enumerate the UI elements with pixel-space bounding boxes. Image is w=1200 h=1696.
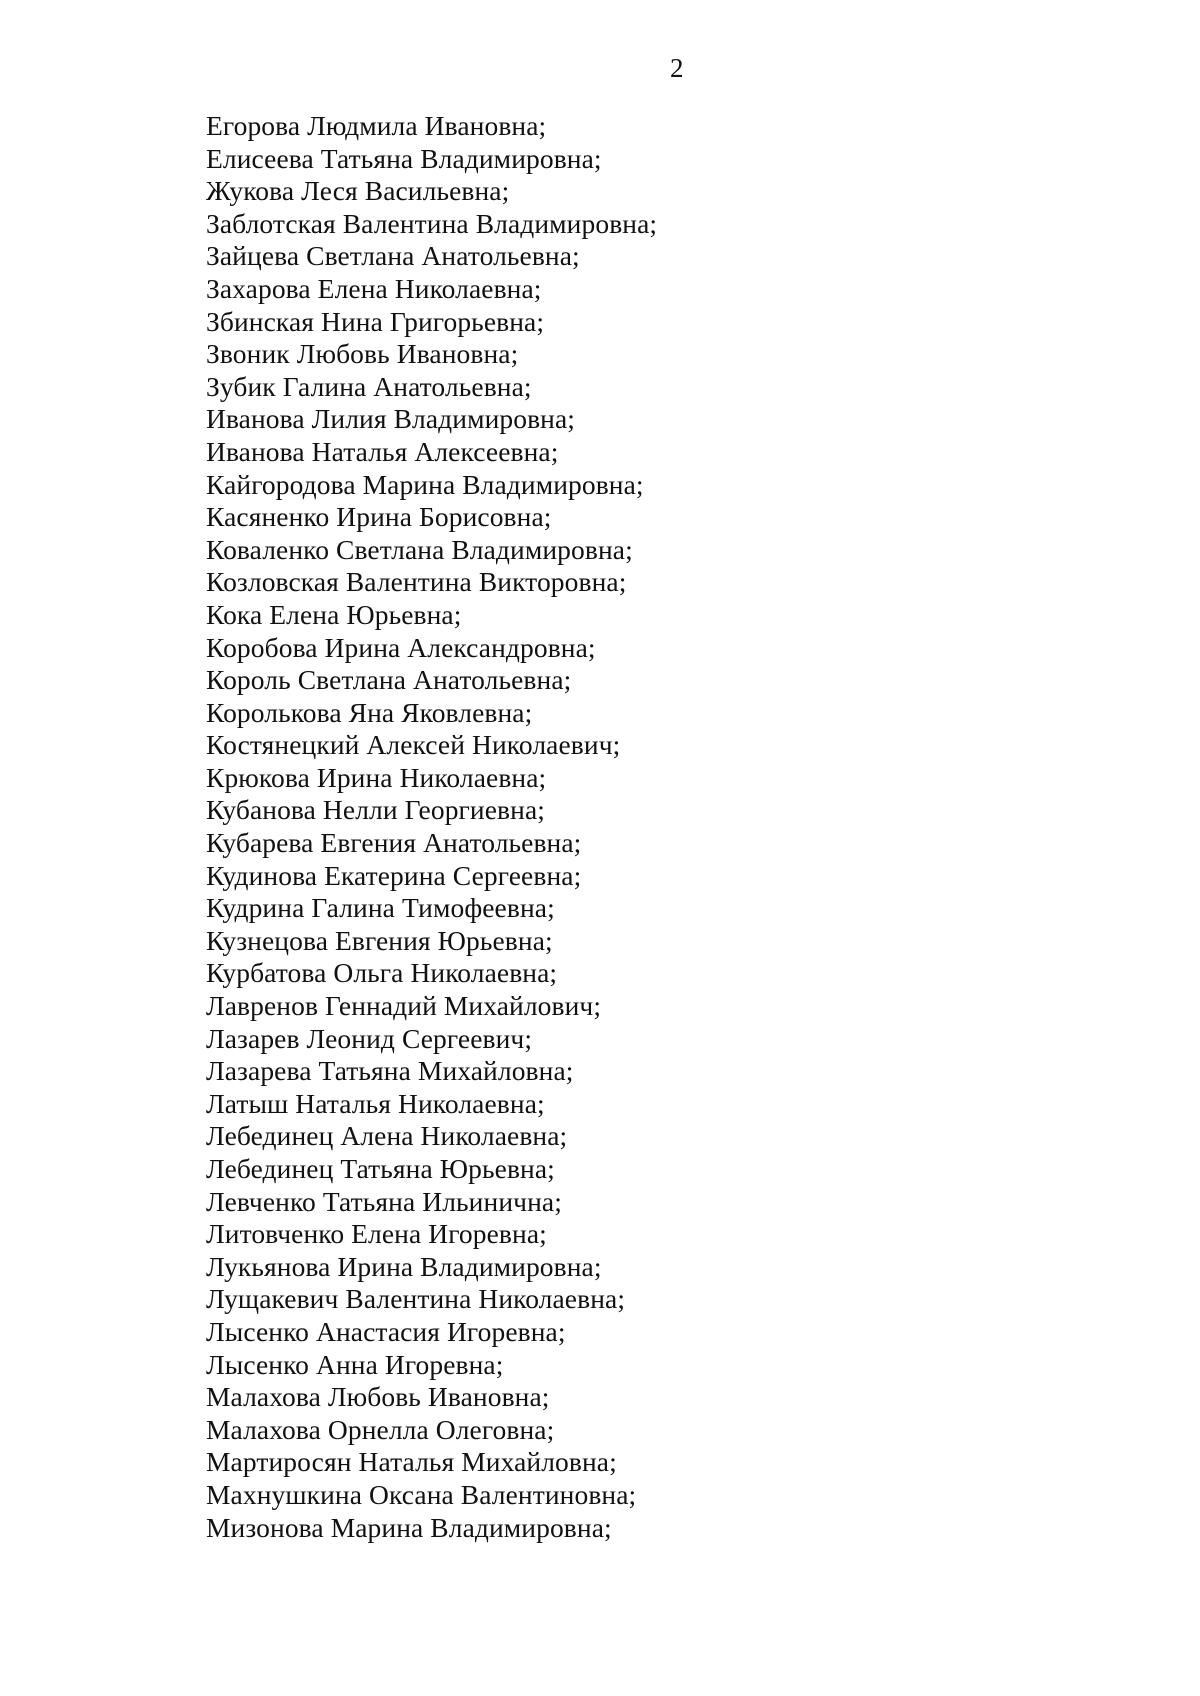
page-number: 2: [670, 53, 684, 83]
list-item: Лавренов Геннадий Михайлович;: [206, 990, 602, 1022]
list-item: Мартиросян Наталья Михайловна;: [206, 1446, 617, 1478]
list-item: Кудинова Екатерина Сергеевна;: [206, 859, 582, 891]
list-item: Кока Елена Юрьевна;: [206, 598, 462, 630]
list-item: Збинская Нина Григорьевна;: [206, 305, 545, 337]
list-item: Король Светлана Анатольевна;: [206, 664, 572, 696]
list-item: Лукьянова Ирина Владимировна;: [206, 1250, 602, 1282]
list-item: Малахова Орнелла Олеговна;: [206, 1413, 555, 1445]
list-item: Лазарева Татьяна Михайловна;: [206, 1055, 574, 1087]
list-item: Иванова Наталья Алексеевна;: [206, 435, 559, 467]
list-item: Кузнецова Евгения Юрьевна;: [206, 924, 553, 956]
list-item: Лазарев Леонид Сергеевич;: [206, 1022, 533, 1054]
list-item: Лысенко Анастасия Игоревна;: [206, 1315, 566, 1347]
list-item: Егорова Людмила Ивановна;: [206, 110, 547, 141]
list-item: Заблотская Валентина Владимировна;: [206, 207, 658, 239]
list-item: Козловская Валентина Викторовна;: [206, 566, 627, 598]
list-item: Королькова Яна Яковлевна;: [206, 696, 533, 728]
list-item: Лущакевич Валентина Николаевна;: [206, 1283, 626, 1315]
list-item: Лебединец Алена Николаевна;: [206, 1120, 568, 1152]
list-item: Кубарева Евгения Анатольевна;: [206, 827, 582, 859]
list-item: Касяненко Ирина Борисовна;: [206, 501, 552, 533]
list-item: Жукова Леся Васильевна;: [206, 175, 510, 207]
name-list: [206, 110, 657, 1544]
list-item: Костянецкий Алексей Николаевич;: [206, 729, 621, 761]
list-item: Захарова Елена Николаевна;: [206, 272, 542, 304]
list-item: Лысенко Анна Игоревна;: [206, 1348, 504, 1380]
list-item: Кудрина Галина Тимофеевна;: [206, 892, 555, 924]
list-item: Зайцева Светлана Анатольевна;: [206, 240, 580, 272]
list-item: Латыш Наталья Николаевна;: [206, 1087, 545, 1119]
list-item: Кайгородова Марина Владимировна;: [206, 468, 644, 500]
list-item: Крюкова Ирина Николаевна;: [206, 761, 547, 793]
list-item: Курбатова Ольга Николаевна;: [206, 957, 558, 989]
list-item: Мизонова Марина Владимировна;: [206, 1511, 612, 1543]
list-item: Малахова Любовь Ивановна;: [206, 1381, 550, 1413]
list-item: Левченко Татьяна Ильинична;: [206, 1185, 562, 1217]
list-item: Литовченко Елена Игоревна;: [206, 1218, 547, 1250]
list-item: Коваленко Светлана Владимировна;: [206, 533, 633, 565]
list-item: Лебединец Татьяна Юрьевна;: [206, 1153, 555, 1184]
list-item: Звоник Любовь Ивановна;: [206, 338, 519, 370]
list-item: Кубанова Нелли Георгиевна;: [206, 794, 545, 826]
list-item: Елисеева Татьяна Владимировна;: [206, 142, 602, 174]
list-item: Иванова Лилия Владимировна;: [206, 403, 576, 435]
list-item: Зубик Галина Анатольевна;: [206, 370, 532, 402]
list-item: Коробова Ирина Александровна;: [206, 631, 596, 663]
list-item: Махнушкина Оксана Валентиновна;: [206, 1478, 637, 1510]
